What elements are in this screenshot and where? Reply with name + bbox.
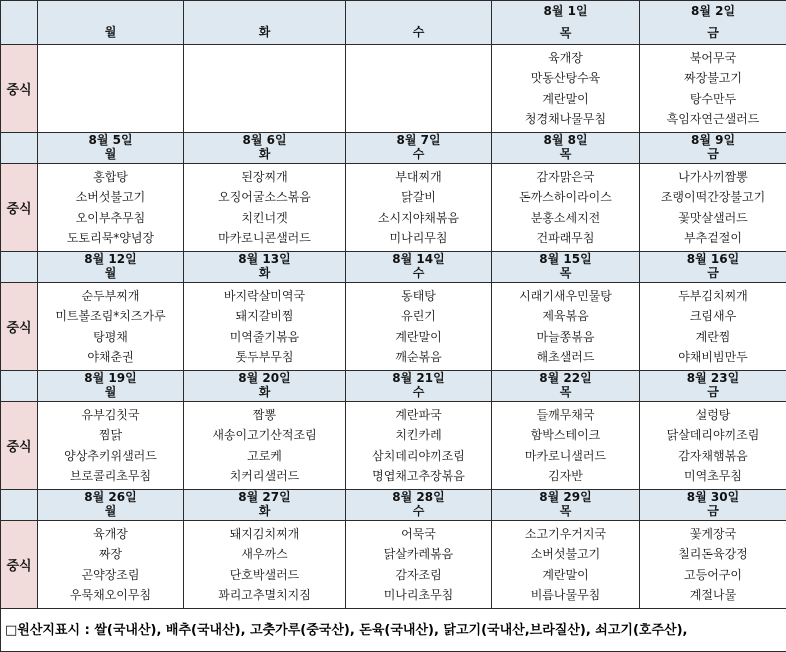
menu-item: 계란말이: [395, 329, 442, 344]
day-header: [184, 133, 346, 164]
day-header: [492, 133, 640, 164]
day-header: [492, 1, 640, 45]
day-menu-cell: [346, 45, 492, 133]
week-menu-row: [1, 402, 786, 490]
week-menu-row: [1, 283, 786, 371]
day-weekday: 수: [412, 504, 425, 518]
day-menu-cell: [640, 164, 786, 252]
menu-body: [1, 1, 786, 609]
week-header-row: [1, 371, 786, 402]
menu-item: 짬뽕: [252, 407, 277, 422]
menu-item: 유부김칫국: [81, 407, 140, 422]
header-corner-cell: [1, 133, 38, 164]
day-header: [640, 1, 786, 45]
day-weekday: 화: [258, 147, 271, 161]
day-header: [38, 371, 184, 402]
menu-item: [346, 48, 491, 69]
day-date: 8월 21일: [392, 371, 445, 385]
day-weekday: 금: [707, 25, 719, 40]
day-menu-cell: [492, 45, 640, 133]
menu-item: 야채춘권: [87, 350, 134, 364]
menu-item: 짜장: [98, 547, 123, 561]
week-header-row: [1, 490, 786, 521]
day-weekday: 수: [412, 24, 425, 39]
day-header: [640, 490, 786, 521]
day-date: 8월 1일: [543, 3, 588, 18]
menu-item: 우묵채오이무침: [69, 588, 152, 602]
day-weekday: 수: [412, 385, 425, 399]
menu-item: [38, 48, 183, 69]
menu-item: 고등어구이: [684, 567, 742, 582]
menu-item: 해초샐러드: [536, 350, 595, 364]
menu-item: 마카로니콘샐러드: [218, 231, 311, 245]
menu-item: 닭갈비: [401, 190, 436, 204]
day-weekday: 월: [104, 24, 117, 39]
menu-item: 설렁탕: [695, 407, 731, 422]
menu-item: 탕평채: [93, 329, 128, 344]
menu-item: 동태탕: [401, 288, 436, 303]
day-menu-cell: [38, 164, 184, 252]
menu-item: [184, 89, 345, 110]
menu-item: 계란파국: [395, 407, 442, 422]
menu-item: 새송이고기산적조림: [212, 428, 317, 442]
day-menu-cell: [640, 45, 786, 133]
week-menu-row: [1, 45, 786, 133]
day-menu-cell: [346, 402, 492, 490]
day-menu-cell: [38, 402, 184, 490]
menu-item: [184, 48, 345, 69]
menu-item: 톳두부무침: [235, 350, 294, 364]
menu-item: 탕수만두: [689, 91, 737, 106]
day-menu-cell: [346, 283, 492, 371]
menu-item: 건파래무침: [536, 231, 595, 245]
menu-item: 소버섯불고기: [530, 547, 601, 561]
menu-item: 소고기우거지국: [524, 526, 607, 541]
menu-item: [38, 109, 183, 130]
menu-item: 계란찜: [695, 329, 731, 344]
menu-item: 오이부추무침: [75, 210, 146, 225]
menu-item: 야채비빔만두: [678, 350, 748, 364]
menu-item: 홍합탕: [93, 169, 128, 184]
menu-item: 감자조림: [395, 567, 442, 582]
menu-item: 삼치데리야끼조림: [372, 448, 465, 463]
menu-item: 소시지야채볶음: [377, 210, 460, 225]
day-weekday: 금: [707, 266, 719, 280]
day-header: [492, 371, 640, 402]
day-date: 8월 20일: [238, 371, 291, 385]
day-header: [184, 371, 346, 402]
day-date: 8월 15일: [539, 252, 592, 266]
menu-item: 청경채나물무침: [524, 112, 607, 126]
day-weekday: 화: [258, 504, 271, 518]
day-header: [38, 490, 184, 521]
menu-item: 깨순볶음: [395, 350, 442, 364]
week-menu-row: [1, 521, 786, 609]
day-weekday: 목: [559, 25, 572, 40]
menu-item: 마카로니샐러드: [524, 448, 607, 463]
day-date: 8월 30일: [686, 490, 740, 504]
day-weekday: 월: [104, 385, 117, 399]
day-date: 8월 7일: [396, 133, 441, 147]
day-date: 8월 12일: [84, 252, 137, 266]
day-date: 8월 13일: [238, 252, 291, 266]
menu-item: 감자채햄볶음: [678, 448, 748, 463]
day-header: [184, 1, 346, 45]
day-weekday: 목: [559, 504, 572, 518]
day-header: [346, 252, 492, 283]
menu-item: 어묵국: [401, 526, 436, 541]
day-header: [38, 133, 184, 164]
day-date: 8월 28일: [392, 490, 445, 504]
day-menu-cell: [346, 521, 492, 609]
menu-item: 흑임자연근샐러드: [666, 112, 760, 126]
day-menu-cell: [184, 45, 346, 133]
menu-item: 비름나물무침: [530, 588, 601, 602]
menu-item: 바지락살미역국: [223, 288, 306, 303]
menu-item: 미나리무침: [389, 231, 448, 245]
menu-item: 돼지갈비찜: [235, 309, 294, 323]
day-menu-cell: [492, 283, 640, 371]
menu-item: 맛동산탕수육: [530, 71, 601, 85]
menu-item: 도토리묵*양념장: [66, 231, 155, 245]
menu-item: [38, 68, 183, 89]
menu-item: 시래기새우민물탕: [519, 288, 612, 303]
menu-item: 북어무국: [689, 50, 737, 65]
menu-item: 부추겉절이: [684, 231, 742, 245]
menu-item: [184, 109, 345, 130]
day-weekday: 수: [412, 266, 425, 280]
menu-item: 육개장: [548, 50, 583, 65]
menu-item: 김자반: [548, 469, 583, 483]
day-header: [346, 490, 492, 521]
menu-item: 새우까스: [241, 547, 288, 561]
day-weekday: 금: [707, 504, 719, 518]
day-weekday: 수: [412, 147, 425, 161]
origin-note: □원산지표시 : 쌀(국내산), 배추(국내산), 고춧가루(중국산), 돈육(국내산), 닭고기(국내산,브라질산), 쇠고기(호주산),: [1, 609, 786, 652]
meal-label: 중식: [1, 283, 38, 371]
day-date: 8월 9일: [690, 133, 736, 147]
day-menu-cell: [38, 45, 184, 133]
day-menu-cell: [184, 402, 346, 490]
menu-item: 들깨무채국: [536, 407, 595, 422]
menu-item: [346, 68, 491, 89]
menu-item: 짜장불고기: [684, 71, 742, 85]
menu-item: 닭살카레볶음: [383, 547, 454, 561]
menu-item: 치킨너겟: [241, 210, 288, 225]
week-header-row: [1, 1, 786, 45]
menu-item: 미나리초무침: [383, 588, 454, 602]
day-menu-cell: [640, 521, 786, 609]
day-header: [346, 371, 492, 402]
menu-item: 계란말이: [542, 91, 589, 106]
day-header: [38, 252, 184, 283]
menu-item: 분홍소세지전: [530, 210, 601, 225]
day-menu-cell: [38, 283, 184, 371]
day-weekday: 목: [559, 147, 572, 161]
menu-item: 나가사끼짬뽕: [678, 169, 748, 184]
menu-item: 찜닭: [98, 428, 123, 442]
header-corner-cell: [1, 1, 38, 45]
menu-item: 오징어굴소스볶음: [218, 190, 311, 204]
meal-label: 중식: [1, 402, 38, 490]
menu-item: 제육볶음: [542, 309, 589, 323]
day-menu-cell: [492, 164, 640, 252]
menu-item: 돼지김치찌개: [229, 526, 300, 541]
day-menu-cell: [184, 283, 346, 371]
day-date: 8월 16일: [686, 252, 740, 266]
meal-label: 중식: [1, 164, 38, 252]
day-header: [184, 252, 346, 283]
menu-item: 치커리샐러드: [229, 469, 300, 483]
menu-item: 닭살데리야끼조림: [666, 428, 760, 442]
menu-item: 미역줄기볶음: [229, 329, 300, 344]
day-weekday: 금: [707, 147, 719, 161]
day-date: 8월 19일: [84, 371, 137, 385]
menu-item: 육개장: [93, 526, 128, 541]
menu-item: 유린기: [401, 309, 436, 323]
menu-item: 두부김치찌개: [678, 288, 748, 303]
menu-item: [38, 89, 183, 110]
menu-item: 소버섯불고기: [75, 190, 146, 204]
menu-item: 감자맑은국: [536, 169, 595, 184]
day-date: 8월 26일: [84, 490, 137, 504]
day-date: 8월 2일: [690, 3, 736, 18]
menu-item: [346, 89, 491, 110]
day-weekday: 목: [559, 266, 572, 280]
day-date: 8월 27일: [238, 490, 291, 504]
header-corner-cell: [1, 371, 38, 402]
day-date: 8월 8일: [543, 133, 588, 147]
menu-item: 조랭이떡간장불고기: [660, 190, 766, 204]
menu-item: 칠리돈육강정: [678, 547, 748, 561]
menu-item: 계절나물: [689, 588, 737, 602]
menu-item: 고로케: [247, 448, 282, 463]
day-weekday: 목: [559, 385, 572, 399]
day-header: [346, 133, 492, 164]
day-menu-cell: [492, 402, 640, 490]
menu-item: 꽈리고추멸치지짐: [218, 588, 311, 602]
day-header: [640, 252, 786, 283]
menu-item: 돈까스하이라이스: [519, 190, 612, 204]
day-menu-cell: [346, 164, 492, 252]
menu-item: 곤약장조림: [81, 567, 140, 582]
menu-item: 부대찌개: [395, 169, 442, 184]
menu-item: 된장찌개: [241, 169, 288, 184]
day-weekday: 화: [258, 385, 271, 399]
day-header: [640, 371, 786, 402]
day-menu-cell: [184, 521, 346, 609]
menu-item: 꽃맛살샐러드: [678, 210, 748, 225]
week-header-row: [1, 133, 786, 164]
meal-label: 중식: [1, 521, 38, 609]
menu-item: 미역초무침: [684, 469, 742, 483]
day-weekday: 월: [104, 147, 117, 161]
menu-item: 함박스테이크: [530, 428, 601, 442]
day-date: 8월 14일: [392, 252, 445, 266]
menu-item: 꽃게장국: [689, 526, 737, 541]
day-menu-cell: [38, 521, 184, 609]
menu-item: 순두부찌개: [81, 288, 140, 303]
header-corner-cell: [1, 490, 38, 521]
menu-item: 계란말이: [542, 567, 589, 582]
day-date: 8월 5일: [88, 133, 133, 147]
header-corner-cell: [1, 252, 38, 283]
day-date: 8월 29일: [539, 490, 592, 504]
day-menu-cell: [184, 164, 346, 252]
menu-item: 미트볼조림*치즈가루: [55, 309, 166, 323]
menu-item: 브로콜리초무침: [69, 469, 152, 483]
day-menu-cell: [640, 283, 786, 371]
day-weekday: 화: [258, 266, 271, 280]
day-header: [492, 252, 640, 283]
day-date: 8월 22일: [539, 371, 592, 385]
day-header: [184, 490, 346, 521]
day-weekday: 화: [258, 24, 271, 39]
day-date: 8월 23일: [686, 371, 740, 385]
menu-item: [346, 109, 491, 130]
day-weekday: 월: [104, 266, 117, 280]
day-weekday: 월: [104, 504, 117, 518]
menu-item: 치킨카레: [395, 428, 442, 442]
day-weekday: 금: [707, 385, 719, 399]
day-header: [492, 490, 640, 521]
day-menu-cell: [492, 521, 640, 609]
day-header: [640, 133, 786, 164]
menu-item: 명엽채고추장볶음: [372, 469, 465, 483]
menu-item: 마늘쫑볶음: [536, 329, 595, 344]
day-date: 8월 6일: [242, 133, 287, 147]
day-header: [346, 1, 492, 45]
week-menu-row: [1, 164, 786, 252]
day-menu-cell: [640, 402, 786, 490]
menu-item: 양상추키위샐러드: [64, 448, 157, 463]
menu-item: 크림새우: [689, 309, 737, 323]
week-header-row: [1, 252, 786, 283]
meal-label: 중식: [1, 45, 38, 133]
day-header: [38, 1, 184, 45]
menu-item: 단호박샐러드: [229, 567, 300, 582]
menu-item: [184, 68, 345, 89]
